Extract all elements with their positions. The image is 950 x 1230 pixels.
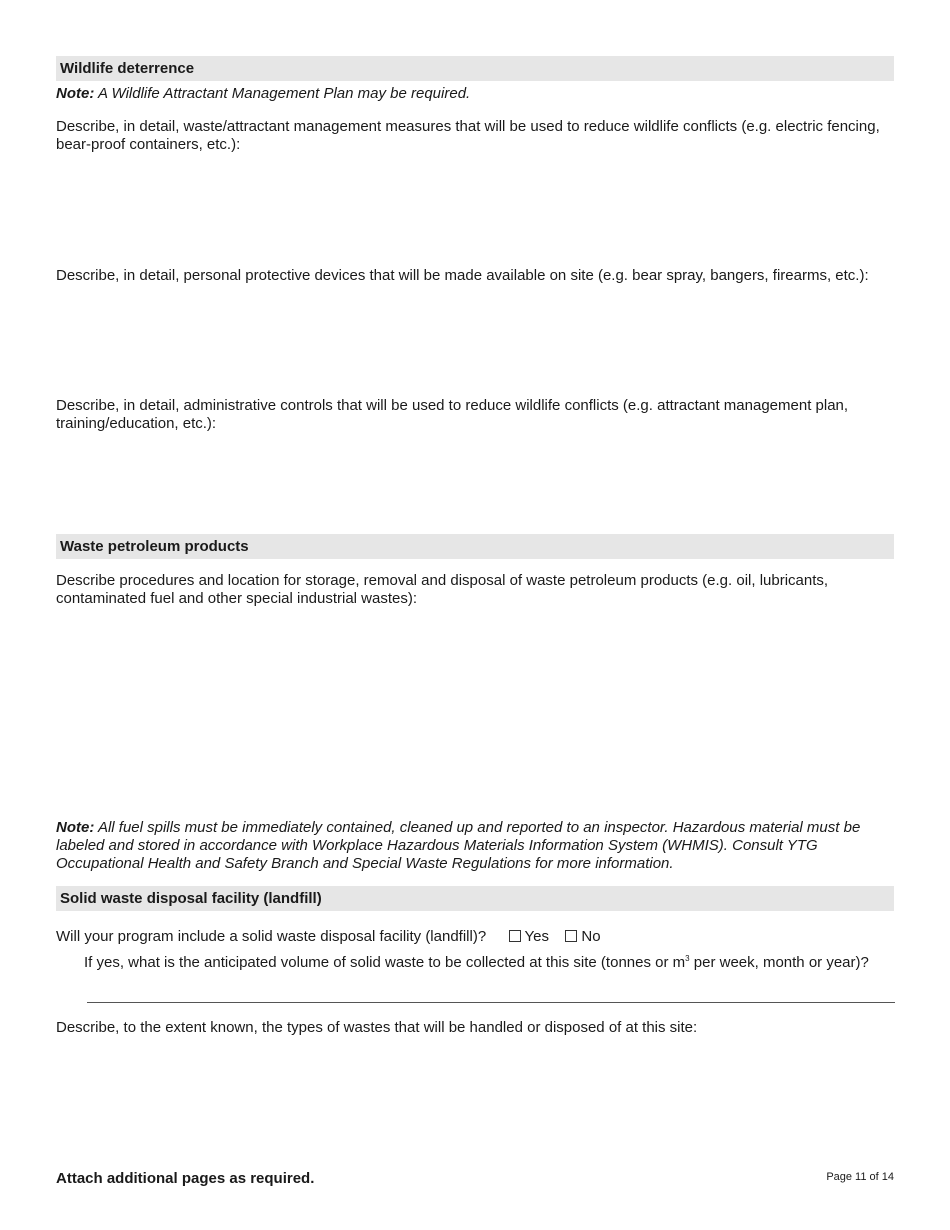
protective-devices-field[interactable] [56, 290, 894, 390]
page-number: Page 11 of 14 [826, 1171, 894, 1183]
yes-label: Yes [524, 928, 550, 945]
yes-checkbox[interactable] [509, 930, 521, 942]
volume-question-sup: 3 [685, 954, 690, 963]
wildlife-question-attractant: Describe, in detail, waste/attractant management measures that will be used to reduce wildlife conflicts (e.g. electric fencing, bear-proof containers, etc.): [56, 118, 880, 153]
petroleum-procedures-field[interactable] [56, 612, 894, 812]
attach-pages-note: Attach additional pages as required. [56, 1170, 315, 1187]
landfill-question-row [56, 928, 896, 946]
petroleum-note-label: Note: [56, 819, 95, 836]
petroleum-note [56, 819, 896, 873]
landfill-waste-types-question: Describe, to the extent known, the types of wastes that will be handled or disposed of at this site: [56, 1019, 698, 1036]
wildlife-question-protective: Describe, in detail, personal protective devices that will be made available on site (e.g. bear spray, bangers, firearms, etc.): [56, 267, 869, 284]
wildlife-note-text: A Wildlife Attractant Management Plan may be required. [94, 85, 471, 102]
attractant-measures-field[interactable] [56, 158, 894, 258]
waste-volume-input[interactable] [87, 986, 895, 1003]
volume-question-after: per week, month or year)? [689, 954, 869, 971]
waste-types-field[interactable] [56, 1045, 894, 1155]
no-label: No [581, 928, 601, 945]
no-option[interactable] [565, 928, 600, 945]
petroleum-note-text: All fuel spills must be immediately contained, cleaned up and reported to an inspector. Hazardous material must be labeled and stored in accordance with Workplace Hazardous Materials Information System (WHMIS). Consult YTG Occupational Health and Safety Branch and Special Waste Regulations for more information. [56, 819, 861, 872]
wildlife-note-label: Note: [56, 85, 95, 102]
petroleum-question: Describe procedures and location for storage, removal and disposal of waste petroleum products (e.g. oil, lubricants, contaminated fuel and other special industrial wastes): [56, 572, 829, 607]
section-header-wildlife: Wildlife deterrence [56, 56, 894, 81]
no-checkbox[interactable] [565, 930, 577, 942]
wildlife-question-administrative: Describe, in detail, administrative controls that will be used to reduce wildlife conflicts (e.g. attractant management plan, training/education, etc.): [56, 397, 849, 432]
landfill-question: Will your program include a solid waste disposal facility (landfill)? [56, 928, 487, 945]
section-header-petroleum: Waste petroleum products [56, 534, 894, 559]
section-header-landfill: Solid waste disposal facility (landfill) [56, 886, 894, 911]
wildlife-note [56, 85, 896, 103]
landfill-volume-question [84, 954, 904, 972]
yes-option[interactable] [509, 928, 554, 945]
administrative-controls-field[interactable] [56, 438, 894, 528]
volume-question-before: If yes, what is the anticipated volume of solid waste to be collected at this site (tonnes or m [84, 954, 686, 971]
